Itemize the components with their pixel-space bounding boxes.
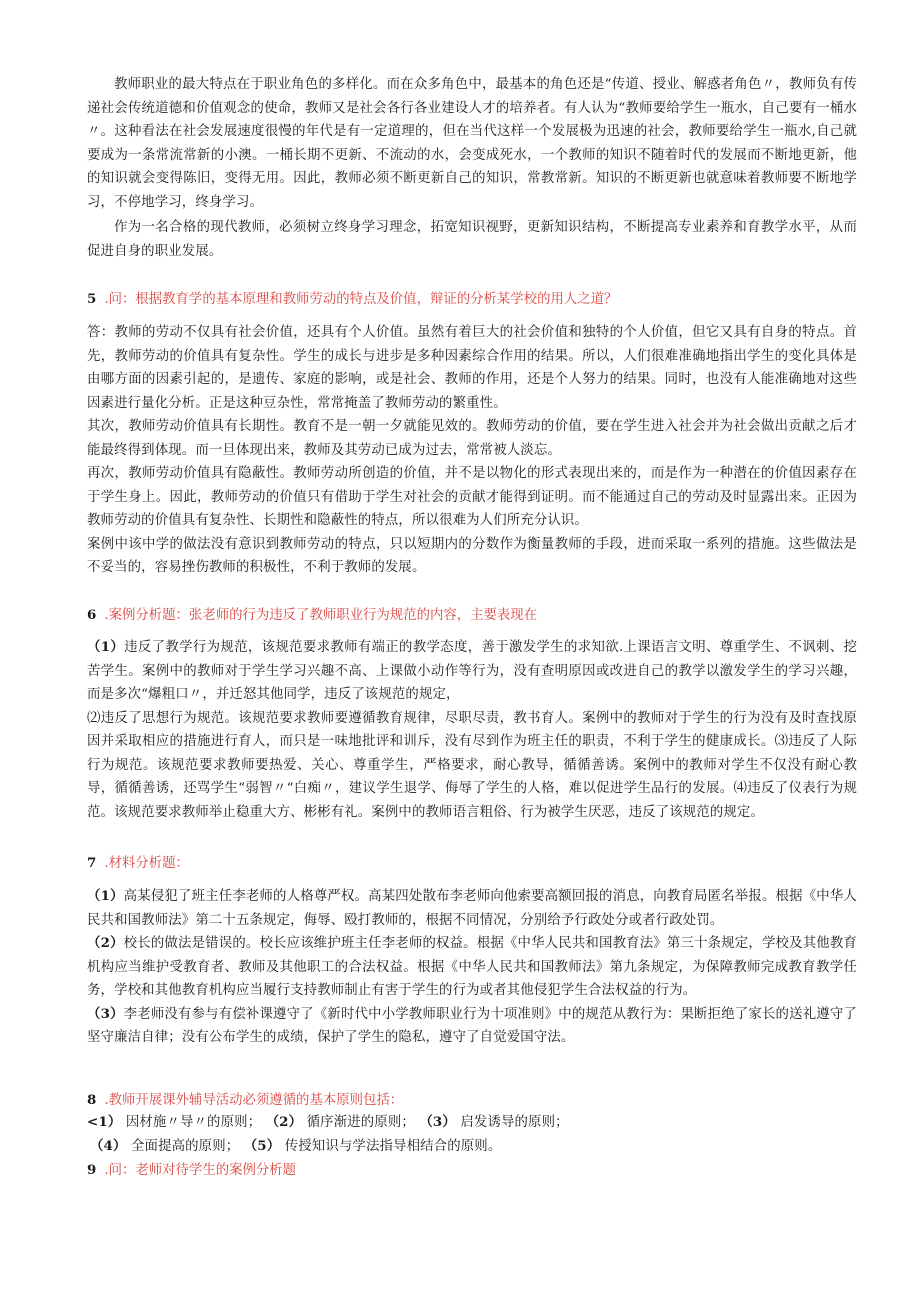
principles-line-2 (87, 1135, 857, 1159)
question-title: .案例分析题：张老师的行为违反了教师职业行为规范的内容，主要表现在 (104, 608, 538, 623)
item-text: 违反了教学行为规范，该规范要求教师有端正的教学态度，善于激发学生的求知欲.上课语言文明、尊重学生、不讽刺、挖苦学生。案例中的教师对于学生学习兴趣不高、上课做小动作等行为，没有查明原因或改进自己的教学以激发学生的学习兴趣，而是多次“爆粗口〃，并迁怒其他同学，违反了该规范的规定， (87, 640, 857, 702)
intro-text-1: 教师职业的最大特点在于职业角色的多样化。而在众多角色中，最基本的角色还是“传道、授业、解惑者角色〃，教师负有传递社会传统道德和价值观念的使命，教师又是社会各行各业建设人才的培养者。有人认为“教师要给学生一瓶水，自己要有一桶水〃。这种看法在社会发展速度很慢的年代是有一定道理的，但在当代这样一个发展极为迅速的社会，教师要给学生一瓶水,自己就要成为一条常流常新的小澳。一桶长期不更新、不流动的水，会变成死水，一个教师的知识不随着时代的发展而不断地更新，他的知识就会变得陈旧，变得无用。因此，教师必须不断更新自己的知识，常教常新。知识的不断更新也就意味着教师要不断地学习，不停地学习，终身学习。 (87, 77, 857, 210)
intro-text-2: 作为一名合格的现代教师，必须树立终身学习理念，拓宽知识视野，更新知识结构，不断提高专业素养和育教学水平，从而促进自身的职业发展。 (87, 220, 857, 259)
item-text: 启发诱导的原则； (460, 1115, 569, 1130)
list-item (87, 1003, 857, 1050)
item-marker: （2） (87, 935, 124, 951)
question-8-heading (87, 1089, 857, 1113)
intro-paragraph-1 (87, 73, 857, 214)
item-marker: （5） (243, 1137, 281, 1154)
intro-paragraph-2 (87, 216, 857, 263)
item-text: 高某侵犯了班主任李老师的人格尊严权。高某四处散布李老师向他索要高额回报的消息，向教育局匿名举报。根据《中华人民共和国教师法》第二十五条规定，侮辱、殴打教师的，根据不同情况，分别给予行政处分或者行政处罚。 (87, 889, 857, 928)
item-text: 循序渐进的原则； (306, 1115, 415, 1130)
answer-paragraph (87, 636, 857, 707)
question-7-heading (87, 852, 857, 876)
item-text: 校长的做法是错误的。校长应该维护班主任李老师的权益。根据《中华人民共和国教育法》第三十条规定，学校及其他教育机构应当维护受教育者、教师及其他职工的合法权益。根据《中华人民共和国教师法》第九条规定，为保障教师完成教育教学任务，学校和其他教育机构应当履行支持教师制止有害于学生的行为或者其他侵犯学生合法权益的行为。 (87, 936, 857, 998)
item-text: 李老师没有参与有偿补课遵守了《新时代中小学教师职业行为十项准则》中的规范从教行为：果断拒绝了家长的送礼遵守了坚守廉洁自律；没有公布学生的成绩，保护了学生的隐私，遵守了自觉爱国守法。 (87, 1006, 857, 1045)
list-item (87, 932, 857, 1003)
list-item (87, 885, 857, 932)
question-6-heading (87, 604, 857, 628)
question-5-answer (87, 321, 857, 580)
principles-line-1 (87, 1111, 857, 1135)
question-number: 7 (87, 855, 97, 871)
item-marker: （4） (90, 1137, 127, 1154)
answer-paragraph: 答：教师的劳动不仅具有社会价值，还具有个人价值。虽然有着巨大的社会价值和独特的个人价值，但它又具有自身的特点。首先，教师劳动的价值具有复杂性。学生的成长与进步是多种因素综合作用的结果。所以，人们很难准确地指出学生的变化具体是由哪方面的因素引起的，是遗传、家庭的影响，或是社会、教师的作用，还是个人努力的结果。同时，也没有人能准确地对这些因素进行量化分析。正是这种豆杂性，常常掩盖了教师劳动的繁重性。 (87, 325, 857, 411)
item-marker: <1） (87, 1114, 122, 1130)
answer-paragraph: ⑵违反了思想行为规范。该规范要求教师要遵循教育规律，尽职尽责，教书育人。案例中的教师对于学生的行为没有及时查找原因并采取相应的措施进行育人，而只是一味地批评和训斥，没有尽到作为班主任的职责，不利于学生的健康成长。⑶违反了人际行为规范。该规范要求教师要热爱、关心、尊重学生，严格要求，耐心教导，循循善诱。案例中的教师对学生不仅没有耐心教导，循循善诱，还骂学生“弱智〃“白痴〃，建议学生退学、侮辱了学生的人格，难以促进学生品行的发展。⑷违反了仪表行为规范。该规范要求教师举止稳重大方、彬彬有礼。案例中的教师语言粗俗、行为被学生厌恶，违反了该规范的规定。 (87, 710, 857, 820)
item-marker: （3） (419, 1114, 456, 1130)
question-number: 9 (87, 1162, 97, 1178)
question-6-answer (87, 636, 857, 824)
item-marker: （3） (87, 1005, 124, 1022)
question-5-heading (87, 288, 857, 312)
item-text: 全面提高的原则； (130, 1138, 240, 1154)
question-number: 6 (87, 607, 97, 623)
question-8-answer (87, 1111, 857, 1158)
question-title: .问：老师对待学生的案例分析题 (104, 1163, 297, 1178)
question-number: 5 (87, 291, 97, 307)
answer-paragraph: 案例中该中学的做法没有意识到教师劳动的特点，只以短期内的分数作为衡量教师的手段，进而采取一系列的措施。这些做法是不妥当的，容易挫伤教师的积极性，不利于教师的发展。 (87, 536, 857, 575)
question-7-answer (87, 885, 857, 1050)
answer-paragraph: 其次，教师劳动价值具有长期性。教育不是一朝一夕就能见效的。教师劳动的价值，要在学生进入社会并为社会做出贡献之后才能最终得到体现。而一旦体现出来，教师及其劳动已成为过去，常常被人淡忘。 (87, 419, 857, 458)
item-text: 因材施〃导〃的原则； (125, 1115, 262, 1130)
question-9-heading (87, 1159, 857, 1183)
item-text: 传授知识与学法指导相结合的原则。 (284, 1138, 502, 1154)
question-title: .问：根据教育学的基本原理和教师劳动的特点及价值，辩证的分析某学校的用人之道？ (104, 292, 618, 307)
question-title: .教师开展课外辅导活动必须遵循的基本原则包括： (104, 1093, 404, 1108)
answer-paragraph: 再次，教师劳动价值具有隐蔽性。教师劳动所创造的价值，并不是以物化的形式表现出来的，而是作为一种潜在的价值因素存在于学生身上。因此，教师劳动的价值只有借助于学生对社会的贡献才能得到证明。而不能通过自己的劳动及时显露出来。正因为教师劳动的价值具有复杂性、长期性和隐蔽性的特点，所以很难为人们所充分认识。 (87, 466, 857, 528)
item-marker: （1） (87, 888, 124, 904)
question-title: .材料分析题： (104, 856, 189, 871)
question-number: 8 (87, 1092, 97, 1108)
item-marker: （2） (265, 1114, 303, 1130)
item-marker: （1） (87, 639, 125, 655)
